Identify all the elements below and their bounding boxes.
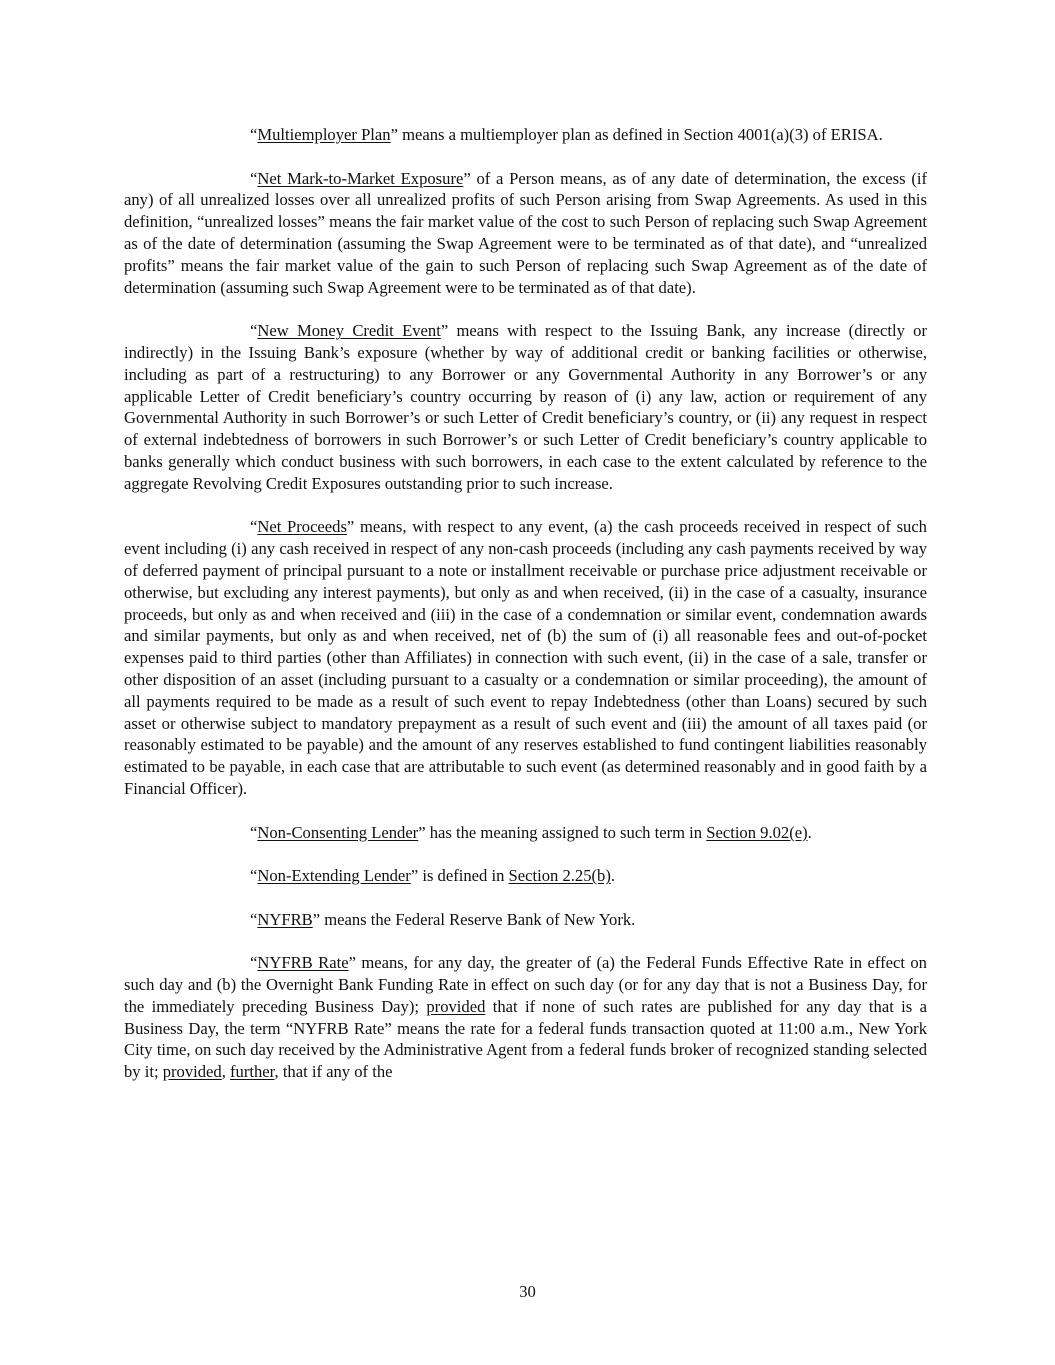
definition-text: ” means with respect to the Issuing Bank, any increase (directly or indirectly) in the Issuing Bank’s exposure (whether by way of additional credit or banking facilities or otherwise, including as part of a restructuring) to any Borrower or any Governmental Authority in any Borrower’s or any applicable Letter of Credit beneficiary’s country occurring by reason of (i) any law, action or requirement of any Governmental Authority in such Borrower’s or such Letter of Credit beneficiary’s country, or (ii) any request in respect of external indebtedness of borrowers in such Borrower’s or such Letter of Credit beneficiary’s country applicable to banks generally which conduct business with such borrowers, in each case to the extent calculated by reference to the aggregate Revolving Credit Exposures outstanding prior to such increase. <box>124 321 927 493</box>
proviso-term: provided <box>162 1062 222 1082</box>
defined-term: Net Mark-to-Market Exposure <box>257 168 464 188</box>
page-number: 30 <box>519 1282 536 1301</box>
proviso-term: further <box>230 1062 275 1082</box>
proviso-term: provided <box>426 996 486 1016</box>
definition-text: ” means, with respect to any event, (a) the cash proceeds received in respect of such event including (i) any cash received in respect of any non-cash proceeds (including any cash payments received by way of deferred payment of principal pursuant to a note or installment receivable or purchase price adjustment receivable or otherwise, but excluding any interest payments), but only as and when received, (ii) in the case of a casualty, insurance proceeds, but only as and when received and (iii) in the case of a condemnation or similar event, condemnation awards and similar payments, but only as and when received, net of (b) the sum of (i) all reasonable fees and out-of-pocket expenses paid to third parties (other than Affiliates) in connection with such event, (ii) in the case of a sale, transfer or other disposition of an asset (including pursuant to a casualty or a condemnation or similar proceeding), the amount of all payments required to be made as a result of such event to repay Indebtedness (other than Loans) secured by such asset or otherwise subject to mandatory prepayment as a result of such event and (iii) the amount of all taxes paid (or reasonably estimated to be payable) and the amount of any reserves established to fund contingent liabilities reasonably estimated to be payable, in each case that are attributable to such event (as determined reasonably and in good faith by a Financial Officer). <box>124 517 927 798</box>
definition-non-consenting-lender: “Non-Consenting Lender” has the meaning assigned to such term in Section 9.02(e). <box>250 822 812 842</box>
definition-nyfrb-rate: “NYFRB Rate” means, for any day, the greater of (a) the Federal Funds Effective Rate in effect on such day and (b) the Overnight Bank Funding Rate in effect on such day (or for any day that is not a Business Day, for the immediately preceding Business Day); provided that if none of such rates are published for any day that is a Business Day, the term “NYFRB Rate” means the rate for a federal funds transaction quoted at 11:00 a.m., New York City time, on such day received by the Administrative Agent from a federal funds broker of recognized standing selected by it; provided, further, that if any of the <box>124 953 928 1082</box>
defined-term: Net Proceeds <box>257 517 347 537</box>
section-reference: Section 2.25(b) <box>508 866 611 886</box>
section-reference: Section 9.02(e) <box>706 822 808 842</box>
definition-text: ” has the meaning assigned to such term in <box>418 822 707 842</box>
definition-nyfrb: “NYFRB” means the Federal Reserve Bank of New York. <box>250 909 636 929</box>
defined-term: NYFRB Rate <box>257 953 349 973</box>
document-page <box>124 124 927 1083</box>
definition-new-money-credit-event: “New Money Credit Event” means with respect to the Issuing Bank, any increase (directly or indirectly) in the Issuing Bank’s exposure (whether by way of additional credit or banking facilities or otherwise, including as part of a restructuring) to any Borrower or any Governmental Authority in any Borrower’s or any applicable Letter of Credit beneficiary’s country occurring by reason of (i) any law, action or requirement of any Governmental Authority in such Borrower’s or such Letter of Credit beneficiary’s country, or (ii) any request in respect of external indebtedness of borrowers in such Borrower’s or such Letter of Credit beneficiary’s country applicable to banks generally which conduct business with such borrowers, in each case to the extent calculated by reference to the aggregate Revolving Credit Exposures outstanding prior to such increase. <box>124 321 927 493</box>
definition-text: ” is defined in <box>410 866 509 886</box>
definition-non-extending-lender: “Non-Extending Lender” is defined in Section 2.25(b). <box>250 866 615 886</box>
definition-text: ” of a Person means, as of any date of determination, the excess (if any) of all unrealized losses over all unrealized profits of such Person arising from Swap Agreements. As used in this definition, “unrealized losses” means the fair market value of the cost to such Person of replacing such Swap Agreement as of the date of determination (assuming the Swap Agreement were to be terminated as of that date), and “unrealized profits” means the fair market value of the gain to such Person of replacing such Swap Agreement as of the date of determination (assuming such Swap Agreement were to be terminated as of that date). <box>124 168 928 297</box>
defined-term: NYFRB <box>257 909 313 929</box>
definition-multiemployer-plan: “Multiemployer Plan” means a multiemployer plan as defined in Section 4001(a)(3) of ERISA. <box>250 125 883 144</box>
definition-text: ” means, for any day, the greater of (a) the Federal Funds Effective Rate in effect on such day and (b) the Overnight Bank Funding Rate in effect on such day (or for any day that is not a Business Day, for the immediately preceding Business Day); <box>124 953 927 1016</box>
definition-net-mark-to-market-exposure: “Net Mark-to-Market Exposure” of a Person means, as of any date of determination, the excess (if any) of all unrealized losses over all unrealized profits of such Person arising from Swap Agreements. As used in this definition, “unrealized losses” means the fair market value of the cost to such Person of replacing such Swap Agreement as of the date of determination (assuming the Swap Agreement were to be terminated as of that date), and “unrealized profits” means the fair market value of the gain to such Person of replacing such Swap Agreement as of the date of determination (assuming such Swap Agreement were to be terminated as of that date). <box>124 168 928 297</box>
definition-text: ” means the Federal Reserve Bank of New York. <box>312 909 636 929</box>
defined-term: New Money Credit Event <box>257 321 441 341</box>
defined-term: Multiemployer Plan <box>257 125 391 144</box>
definition-text: ” means a multiemployer plan as defined in Section 4001(a)(3) of ERISA. <box>390 125 883 144</box>
defined-term: Non-Consenting Lender <box>257 822 419 842</box>
definition-net-proceeds: “Net Proceeds” means, with respect to any event, (a) the cash proceeds received in respect of such event including (i) any cash received in respect of any non-cash proceeds (including any cash payments received by way of deferred payment of principal pursuant to a note or installment receivable or purchase price adjustment receivable or otherwise, but excluding any interest payments), but only as and when received, (ii) in the case of a casualty, insurance proceeds, but only as and when received and (iii) in the case of a condemnation or similar event, condemnation awards and similar payments, but only as and when received, net of (b) the sum of (i) all reasonable fees and out-of-pocket expenses paid to third parties (other than Affiliates) in connection with such event, (ii) in the case of a sale, transfer or other disposition of an asset (including pursuant to a casualty or a condemnation or similar proceeding), the amount of all payments required to be made as a result of such event to repay Indebtedness (other than Loans) secured by such asset or otherwise subject to mandatory prepayment as a result of such event and (iii) the amount of all taxes paid (or reasonably estimated to be payable) and the amount of any reserves established to fund contingent liabilities reasonably estimated to be payable, in each case that are attributable to such event (as determined reasonably and in good faith by a Financial Officer). <box>124 517 927 798</box>
defined-term: Non-Extending Lender <box>257 866 411 886</box>
